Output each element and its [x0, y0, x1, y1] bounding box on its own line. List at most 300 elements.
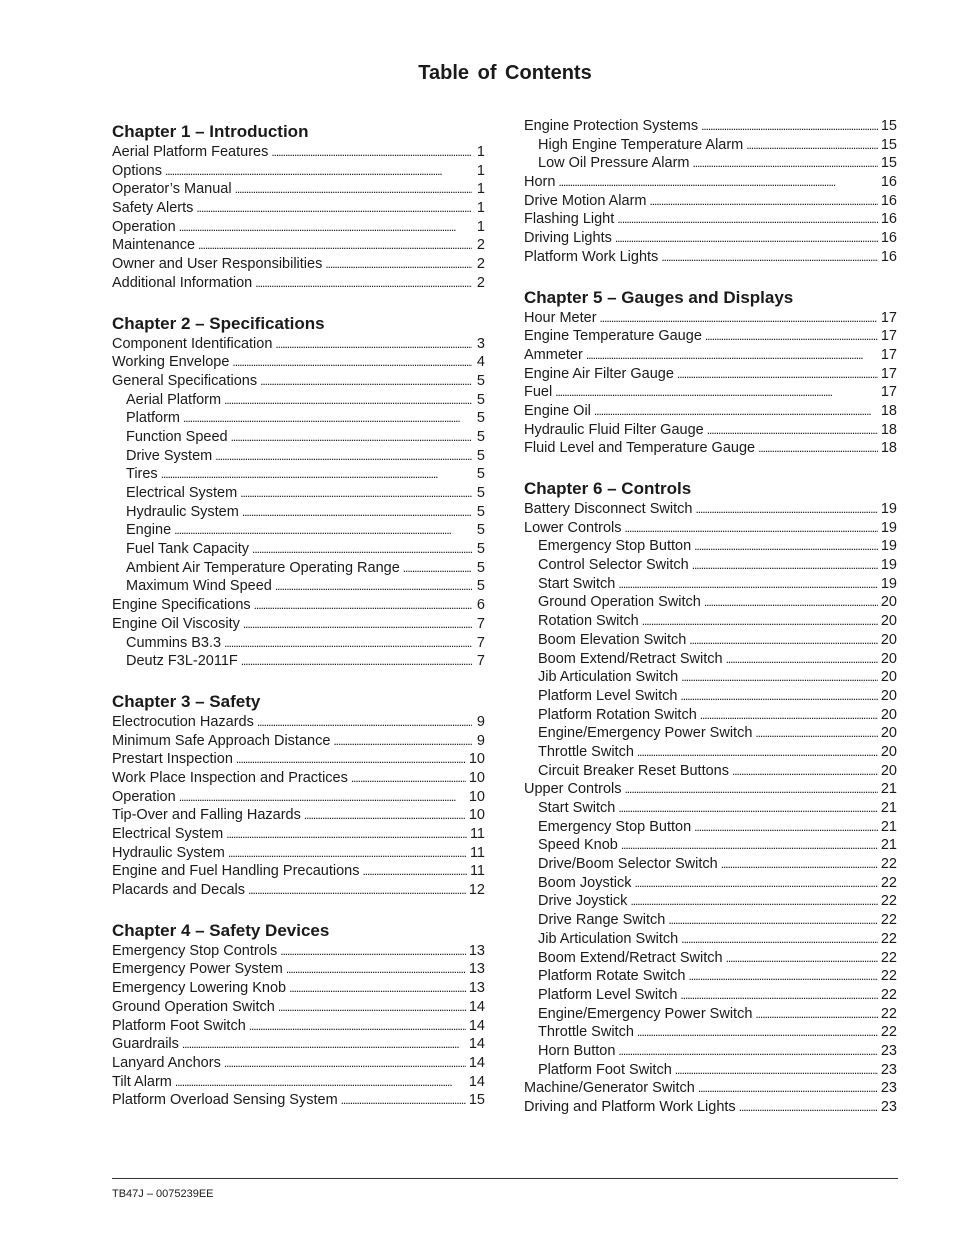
page-number: 4 — [476, 354, 485, 371]
toc-entry-jib-articulation-switch[interactable] — [524, 668, 897, 687]
page-number: 10 — [468, 807, 485, 824]
entry-title: Safety Alerts — [112, 200, 194, 217]
entry-title: Engine — [126, 522, 172, 539]
toc-entry-engine-emergency-power-switch[interactable] — [524, 724, 897, 743]
page-number: 17 — [880, 309, 897, 326]
entry-title: Deutz F3L-2011F — [126, 653, 238, 670]
dot-leader — [403, 559, 472, 578]
entry-title: Electrocution Hazards — [112, 713, 254, 730]
entry-title: Platform Rotation Switch — [538, 706, 697, 723]
dot-leader — [692, 556, 878, 575]
page-number: 1 — [476, 200, 485, 217]
entry-title: Machine/Generator Switch — [524, 1080, 695, 1097]
entry-title: Boom Extend/Retract Switch — [538, 650, 723, 667]
toc-entry-circuit-breaker-reset-buttons[interactable] — [524, 762, 897, 781]
dot-leader — [179, 788, 466, 807]
toc-entry-horn[interactable] — [524, 173, 897, 192]
toc-entry-drive-joystick[interactable] — [524, 892, 897, 911]
dot-leader — [242, 503, 472, 522]
toc-entry-boom-extend-retract-switch[interactable] — [524, 650, 897, 669]
page-number: 5 — [476, 541, 485, 558]
dot-leader — [755, 724, 877, 743]
toc-entry-platform-rotation-switch[interactable] — [524, 706, 897, 725]
toc-entry-fluid-level-and-temperature-gauge[interactable] — [524, 439, 897, 458]
chapter-heading[interactable]: Chapter 3 – Safety — [112, 691, 261, 711]
dot-leader — [226, 825, 467, 844]
entry-title: Boom Joystick — [538, 874, 632, 891]
toc-entry-emergency-stop-button[interactable] — [524, 818, 897, 837]
dot-leader — [700, 706, 878, 725]
page-number: 10 — [468, 788, 485, 805]
entry-title: Electrical System — [126, 485, 238, 501]
page-number: 20 — [880, 631, 897, 648]
toc-entry-engine-specifications[interactable] — [112, 596, 485, 615]
dot-leader — [586, 346, 878, 365]
dot-leader — [625, 780, 878, 799]
toc-entry-platform-level-switch[interactable] — [524, 687, 897, 706]
toc-entry-speed-knob[interactable] — [524, 836, 897, 855]
entry-title: Operation — [112, 218, 176, 235]
entry-title: Owner and User Responsibilities — [112, 256, 323, 273]
toc-entry-platform-level-switch[interactable] — [524, 986, 897, 1005]
toc-entry-operation[interactable] — [112, 788, 485, 807]
entry-title: Platform Level Switch — [538, 986, 678, 1003]
toc-entry-maximum-wind-speed[interactable] — [112, 577, 485, 596]
toc-entry-minimum-safe-approach-distance[interactable] — [112, 732, 485, 751]
page-number: 5 — [476, 428, 485, 445]
page-number: 16 — [880, 174, 897, 191]
entry-title: Fuel — [524, 384, 553, 401]
toc-entry-work-place-inspection-and-practices[interactable] — [112, 769, 485, 788]
toc-chapter — [112, 691, 485, 900]
toc-entry-boom-joystick[interactable] — [524, 874, 897, 893]
dot-leader — [275, 335, 472, 354]
page-number: 5 — [476, 503, 485, 520]
toc-entry-flashing-light[interactable] — [524, 210, 897, 229]
entry-title: Maintenance — [112, 237, 196, 254]
entry-title: Low Oil Pressure Alarm — [538, 155, 690, 172]
dot-leader — [243, 615, 472, 634]
toc-entry-cummins-b3-3[interactable] — [112, 634, 485, 653]
toc-entry-start-switch[interactable] — [524, 575, 897, 594]
page-number: 20 — [880, 762, 897, 779]
page-number: 22 — [880, 912, 897, 929]
toc-entry-platform-rotate-switch[interactable] — [524, 967, 897, 986]
dot-leader — [224, 634, 472, 653]
page-number: 14 — [468, 1036, 485, 1053]
toc-entry-emergency-stop-button[interactable] — [524, 537, 897, 556]
toc-entry-safety-alerts[interactable] — [112, 199, 485, 218]
toc-entry-control-selector-switch[interactable] — [524, 556, 897, 575]
entry-title: Driving and Platform Work Lights — [524, 1099, 736, 1115]
toc-entry-engine[interactable] — [112, 521, 485, 540]
entry-title: Fuel Tank Capacity — [126, 541, 250, 558]
document-code: TB47J – 0075239EE — [112, 1188, 214, 1200]
page-number: 2 — [476, 274, 485, 291]
dot-leader — [630, 892, 877, 911]
toc-entry-electrocution-hazards[interactable] — [112, 713, 485, 732]
toc-entry-placards-and-decals[interactable] — [112, 881, 485, 900]
entry-title: Maximum Wind Speed — [126, 578, 272, 595]
toc-chapter — [112, 121, 485, 293]
dot-leader — [224, 1054, 466, 1073]
page-number: 12 — [468, 882, 485, 899]
page-number: 11 — [469, 844, 485, 861]
dot-leader — [618, 575, 878, 594]
toc-entry-electrical-system[interactable] — [112, 825, 485, 844]
entry-title: Platform Level Switch — [538, 687, 678, 704]
dot-leader — [693, 154, 878, 173]
entry-title: Minimum Safe Approach Distance — [112, 732, 331, 749]
page-number: 22 — [880, 1024, 897, 1041]
toc-entry-lanyard-anchors[interactable] — [112, 1054, 485, 1073]
toc-entry-high-engine-temperature-alarm[interactable] — [524, 136, 897, 155]
page-number: 5 — [476, 372, 485, 389]
toc-entry-function-speed[interactable] — [112, 428, 485, 447]
page-number: 14 — [468, 1054, 485, 1071]
dot-leader — [680, 986, 877, 1005]
dot-leader — [637, 743, 878, 762]
page-number: 1 — [476, 162, 485, 179]
dot-leader — [721, 855, 878, 874]
entry-title: Engine/Emergency Power Switch — [538, 725, 753, 742]
entry-title: Upper Controls — [524, 781, 622, 798]
toc-entry-engine-and-fuel-handling-precautions[interactable] — [112, 862, 485, 881]
toc-entry-drive-motion-alarm[interactable] — [524, 192, 897, 211]
toc-entry-engine-emergency-power-switch[interactable] — [524, 1005, 897, 1024]
page-number: 20 — [880, 650, 897, 667]
toc-entry-platform[interactable] — [112, 409, 485, 428]
toc-entry-upper-controls[interactable] — [524, 780, 897, 799]
page-number: 5 — [476, 559, 485, 576]
page-number: 19 — [880, 519, 897, 536]
dot-leader — [642, 612, 878, 631]
entry-title: Jib Articulation Switch — [538, 930, 679, 947]
page-number: 21 — [880, 800, 897, 816]
page-number: 5 — [476, 578, 485, 595]
page-number: 19 — [880, 538, 897, 555]
page-number: 20 — [880, 743, 897, 760]
page-number: 23 — [880, 1099, 897, 1115]
page-number: 23 — [880, 1061, 897, 1078]
dot-leader — [732, 762, 878, 781]
entry-title: Platform Overload Sensing System — [112, 1092, 338, 1109]
toc-entry-rotation-switch[interactable] — [524, 612, 897, 631]
page-number: 5 — [476, 391, 485, 408]
toc-entry-maintenance[interactable] — [112, 236, 485, 255]
toc-entry-ambient-air-temperature-operating-range[interactable] — [112, 559, 485, 578]
entry-title: Ammeter — [524, 346, 583, 363]
dot-leader — [637, 1023, 878, 1042]
entry-title: Aerial Platform Features — [112, 144, 269, 160]
dot-leader — [739, 1098, 878, 1117]
dot-leader — [668, 911, 878, 930]
entry-title: Platform — [126, 410, 180, 427]
toc-entry-jib-articulation-switch[interactable] — [524, 930, 897, 949]
toc-entry-ground-operation-switch[interactable] — [524, 593, 897, 612]
toc-entry-tip-over-and-falling-hazards[interactable] — [112, 806, 485, 825]
toc-entry-emergency-lowering-knob[interactable] — [112, 979, 485, 998]
page-number: 7 — [476, 634, 485, 651]
page-number: 17 — [880, 384, 897, 401]
toc-right-column — [524, 117, 897, 1117]
page-number: 16 — [880, 230, 897, 247]
toc-entry-drive-boom-selector-switch[interactable] — [524, 855, 897, 874]
entry-title: Emergency Stop Button — [538, 818, 692, 835]
toc-entry-operator-s-manual[interactable] — [112, 180, 485, 199]
page-number: 13 — [468, 980, 485, 997]
dot-leader — [255, 274, 472, 293]
entry-title: Additional Information — [112, 274, 253, 291]
toc-entry-fuel[interactable] — [524, 383, 897, 402]
dot-leader — [694, 818, 878, 837]
page-number: 14 — [468, 1017, 485, 1034]
dot-leader — [289, 979, 466, 998]
dot-leader — [241, 652, 472, 671]
toc-entry-fuel-tank-capacity[interactable] — [112, 540, 485, 559]
toc-entry-aerial-platform-features[interactable] — [112, 143, 485, 162]
page-number: 20 — [880, 687, 897, 704]
dot-leader — [249, 1017, 466, 1036]
entry-title: Start Switch — [538, 800, 616, 816]
entry-title: Boom Extend/Retract Switch — [538, 949, 723, 966]
entry-title: Platform Foot Switch — [538, 1061, 672, 1078]
dot-leader — [594, 402, 878, 421]
dot-leader — [252, 540, 472, 559]
entry-title: Drive System — [126, 447, 213, 464]
entry-title: Engine Protection Systems — [524, 118, 699, 134]
toc-entry-drive-range-switch[interactable] — [524, 911, 897, 930]
toc-entry-throttle-switch[interactable] — [524, 1023, 897, 1042]
dot-leader — [248, 881, 466, 900]
page-number: 22 — [880, 856, 897, 873]
page-number: 20 — [880, 706, 897, 723]
toc-entry-engine-temperature-gauge[interactable] — [524, 327, 897, 346]
dot-leader — [755, 1005, 877, 1024]
dot-leader — [688, 967, 877, 986]
toc-entry-platform-foot-switch[interactable] — [524, 1061, 897, 1080]
dot-leader — [634, 874, 877, 893]
dot-leader — [351, 769, 466, 788]
toc-entry-engine-oil[interactable] — [524, 402, 897, 421]
entry-title: Engine/Emergency Power Switch — [538, 1005, 753, 1022]
toc-entry-ammeter[interactable] — [524, 346, 897, 365]
dot-leader — [182, 1035, 466, 1054]
entry-title: Emergency Stop Button — [538, 538, 692, 555]
page-number: 5 — [476, 522, 485, 539]
dot-leader — [618, 799, 878, 818]
entry-title: Battery Disconnect Switch — [524, 501, 693, 517]
toc-entry-aerial-platform[interactable] — [112, 391, 485, 410]
entry-title: Horn Button — [538, 1042, 616, 1059]
page-number: 22 — [880, 874, 897, 891]
toc-entry-ground-operation-switch[interactable] — [112, 998, 485, 1017]
page-number: 13 — [468, 961, 485, 978]
toc-entry-platform-foot-switch[interactable] — [112, 1017, 485, 1036]
toc-entry-driving-lights[interactable] — [524, 229, 897, 248]
page-number: 16 — [880, 248, 897, 265]
toc-entry-additional-information[interactable] — [112, 274, 485, 293]
entry-title: Engine Air Filter Gauge — [524, 365, 674, 382]
dot-leader — [681, 930, 878, 949]
toc-entry-platform-overload-sensing-system[interactable] — [112, 1091, 485, 1110]
toc-entry-engine-air-filter-gauge[interactable] — [524, 365, 897, 384]
chapter-heading[interactable]: Chapter 4 – Safety Devices — [112, 920, 330, 940]
dot-leader — [271, 143, 472, 162]
toc-entry-operation[interactable] — [112, 218, 485, 237]
dot-leader — [257, 713, 472, 732]
toc-chapter — [524, 478, 897, 1117]
dot-leader — [254, 596, 472, 615]
page-number: 14 — [468, 998, 485, 1015]
dot-leader — [675, 1061, 878, 1080]
page-number: 7 — [476, 615, 485, 632]
toc-entry-throttle-switch[interactable] — [524, 743, 897, 762]
toc-entry-emergency-power-system[interactable] — [112, 960, 485, 979]
dot-leader — [235, 180, 472, 199]
toc-entry-lower-controls[interactable] — [524, 519, 897, 538]
toc-chapter — [112, 313, 485, 671]
dot-leader — [325, 255, 472, 274]
toc-entry-tires[interactable] — [112, 465, 485, 484]
toc-entry-low-oil-pressure-alarm[interactable] — [524, 154, 897, 173]
dot-leader — [758, 439, 878, 458]
entry-title: Prestart Inspection — [112, 751, 233, 768]
toc-entry-hydraulic-fluid-filter-gauge[interactable] — [524, 421, 897, 440]
page-number: 15 — [880, 118, 897, 134]
page-number: 17 — [880, 346, 897, 363]
entry-title: Hydraulic System — [112, 844, 225, 861]
dot-leader — [362, 862, 466, 881]
toc-entry-machine-generator-switch[interactable] — [524, 1079, 897, 1098]
entry-title: Tip-Over and Falling Hazards — [112, 807, 301, 824]
entry-title: Function Speed — [126, 428, 228, 445]
entry-title: Circuit Breaker Reset Buttons — [538, 762, 729, 779]
toc-entry-battery-disconnect-switch[interactable] — [524, 500, 897, 519]
dot-leader — [615, 229, 878, 248]
toc-entry-boom-elevation-switch[interactable] — [524, 631, 897, 650]
entry-title: Emergency Lowering Knob — [112, 980, 287, 997]
dot-leader — [649, 192, 877, 211]
dot-leader — [240, 484, 472, 503]
toc-entry-options[interactable] — [112, 162, 485, 181]
toc-entry-hydraulic-system[interactable] — [112, 844, 485, 863]
dot-leader — [341, 1091, 466, 1110]
page-number: 7 — [476, 653, 485, 670]
toc-entry-electrical-system[interactable] — [112, 484, 485, 503]
dot-leader — [705, 327, 878, 346]
dot-leader — [183, 409, 472, 428]
page-number: 23 — [880, 1080, 897, 1097]
dot-leader — [689, 631, 878, 650]
toc-entry-platform-work-lights[interactable] — [524, 248, 897, 267]
entry-title: Electrical System — [112, 826, 224, 842]
page-number: 20 — [880, 594, 897, 611]
dot-leader — [231, 428, 472, 447]
entry-title: Engine and Fuel Handling Precautions — [112, 863, 360, 880]
dot-leader — [600, 309, 878, 328]
toc-entry-emergency-stop-controls[interactable] — [112, 942, 485, 961]
toc-entry-deutz-f3l-2011f[interactable] — [112, 652, 485, 671]
toc-entry-drive-system[interactable] — [112, 447, 485, 466]
entry-title: Lanyard Anchors — [112, 1054, 221, 1071]
toc-entry-hour-meter[interactable] — [524, 309, 897, 328]
entry-title: Hydraulic Fluid Filter Gauge — [524, 421, 704, 438]
toc-left-column — [112, 121, 485, 1110]
toc-entry-general-specifications[interactable] — [112, 372, 485, 391]
page-number: 5 — [476, 447, 485, 464]
dot-leader — [704, 593, 878, 612]
toc-entry-start-switch[interactable] — [524, 799, 897, 818]
toc-entry-tilt-alarm[interactable] — [112, 1073, 485, 1092]
entry-title: General Specifications — [112, 372, 258, 389]
toc-entry-working-envelope[interactable] — [112, 353, 485, 372]
page-number: 1 — [476, 181, 485, 198]
dot-leader — [698, 1079, 878, 1098]
toc-entry-engine-protection-systems[interactable] — [524, 117, 897, 136]
dot-leader — [286, 960, 466, 979]
page-number: 22 — [880, 949, 897, 966]
entry-title: Hour Meter — [524, 309, 597, 326]
page-number: 22 — [880, 968, 897, 985]
dot-leader — [707, 421, 878, 440]
toc-entry-engine-oil-viscosity[interactable] — [112, 615, 485, 634]
page-number: 22 — [880, 893, 897, 910]
entry-title: Ground Operation Switch — [538, 594, 701, 611]
toc-entry-horn-button[interactable] — [524, 1042, 897, 1061]
entry-title: Jib Articulation Switch — [538, 669, 679, 686]
toc-entry-prestart-inspection[interactable] — [112, 750, 485, 769]
entry-title: Driving Lights — [524, 230, 612, 247]
dot-leader — [695, 500, 877, 519]
page-number: 19 — [880, 575, 897, 592]
toc-entry-boom-extend-retract-switch[interactable] — [524, 949, 897, 968]
page-number: 15 — [468, 1092, 485, 1109]
page-number: 21 — [880, 818, 897, 835]
chapter-heading[interactable]: Chapter 1 – Introduction — [112, 122, 309, 141]
entry-title: Throttle Switch — [538, 1024, 634, 1041]
page-number: 3 — [476, 335, 485, 352]
dot-leader — [280, 942, 466, 961]
toc-entry-owner-and-user-responsibilities[interactable] — [112, 255, 485, 274]
toc-entry-hydraulic-system[interactable] — [112, 503, 485, 522]
entry-title: Operation — [112, 788, 176, 805]
page-number: 5 — [476, 466, 485, 483]
dot-leader — [677, 365, 878, 384]
dot-leader — [228, 844, 467, 863]
page-number: 11 — [469, 863, 485, 880]
entry-title: Platform Work Lights — [524, 248, 659, 265]
dot-leader — [333, 732, 472, 751]
toc-entry-guardrails[interactable] — [112, 1035, 485, 1054]
entry-title: Options — [112, 162, 162, 179]
page-number: 9 — [476, 732, 485, 749]
chapter-heading[interactable]: Chapter 6 – Controls — [524, 479, 692, 498]
chapter-heading[interactable]: Chapter 2 – Specifications — [112, 313, 325, 333]
dot-leader — [625, 519, 878, 538]
page-number: 22 — [880, 930, 897, 947]
page-number: 15 — [880, 155, 897, 172]
page-number: 1 — [476, 144, 485, 160]
entry-title: Start Switch — [538, 575, 616, 592]
toc-entry-driving-and-platform-work-lights[interactable] — [524, 1098, 897, 1117]
dot-leader — [215, 447, 472, 466]
chapter-heading[interactable]: Chapter 5 – Gauges and Displays — [524, 287, 794, 307]
page-number: 5 — [476, 410, 485, 427]
entry-title: Guardrails — [112, 1036, 179, 1053]
page-number: 2 — [476, 256, 485, 273]
toc-entry-component-identification[interactable] — [112, 335, 485, 354]
